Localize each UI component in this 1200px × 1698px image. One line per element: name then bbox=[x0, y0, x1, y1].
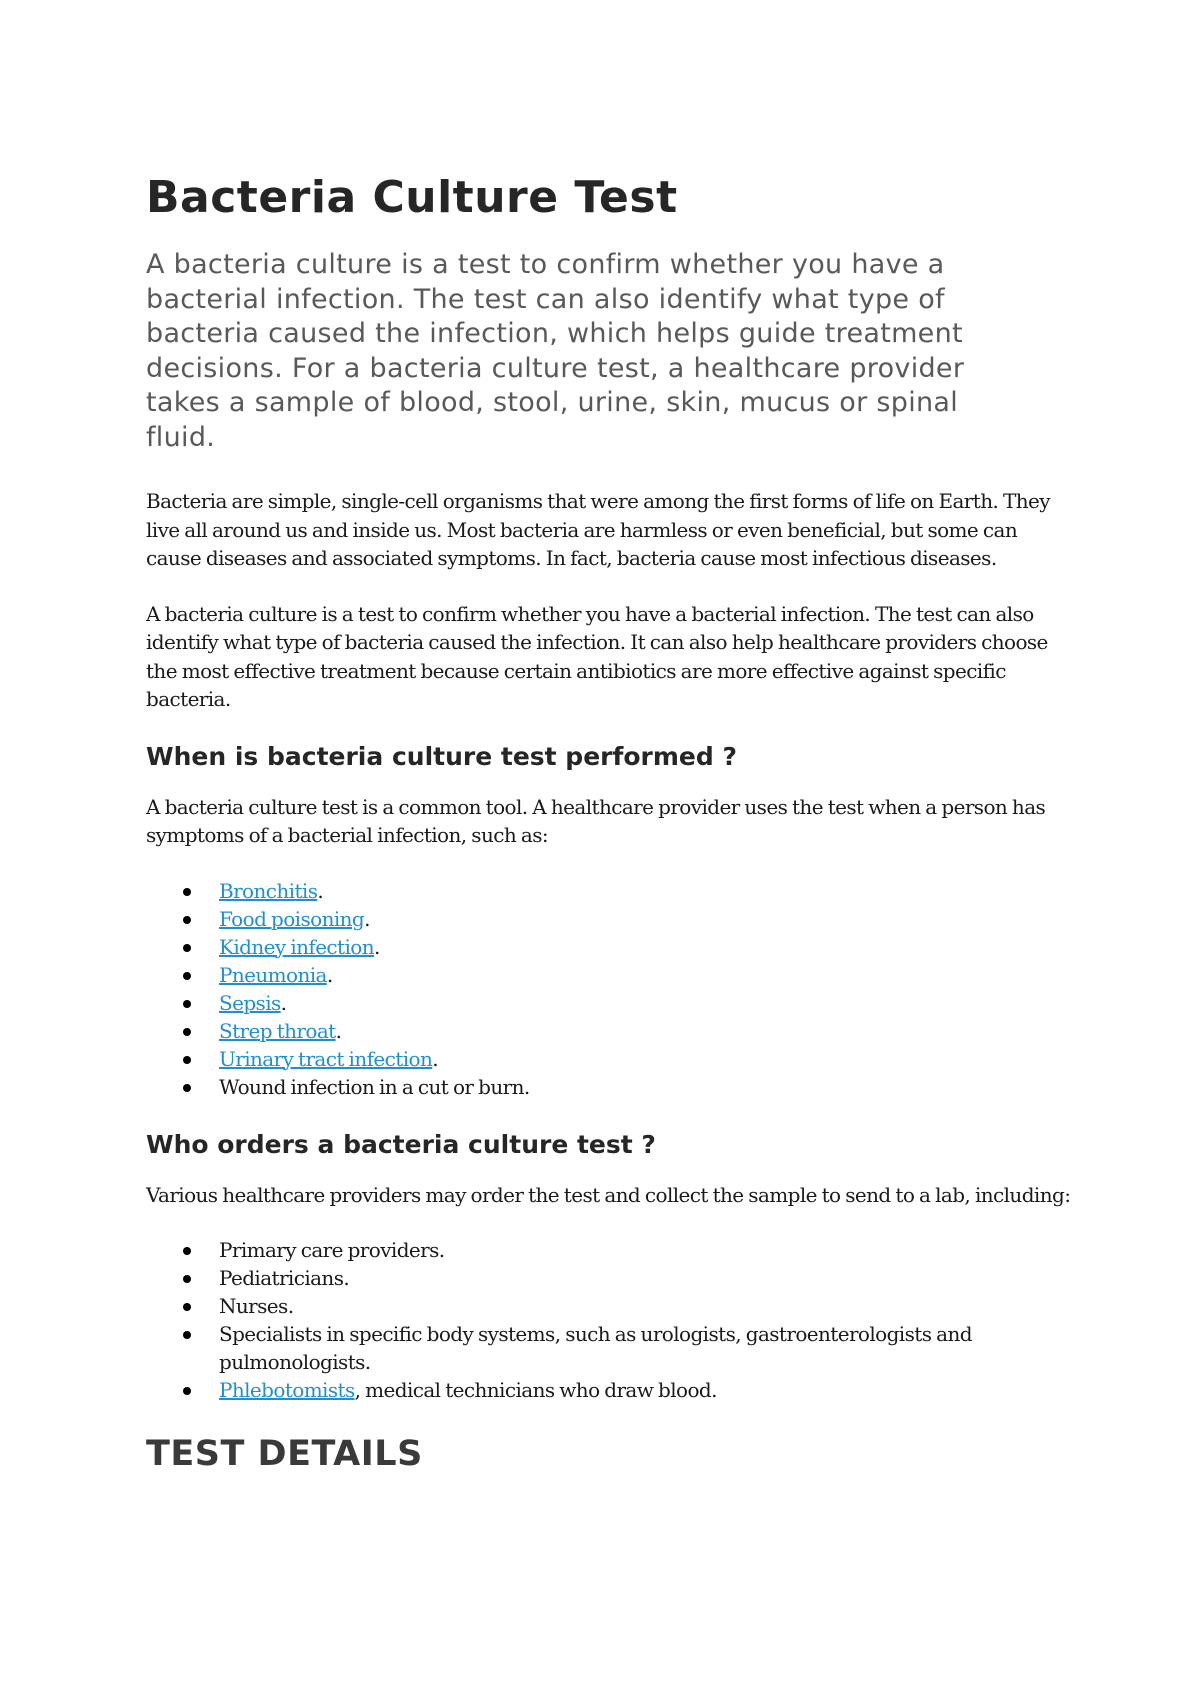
intro-paragraph-1: Bacteria are simple, single-cell organisms that were among the first forms of life on Earth. They live all around us and inside us. Most bacteria are harmless or even beneficial, but some can cause diseases and associated symptoms. In fact, bacteria cause most infectious diseases. bbox=[146, 489, 1050, 570]
link-phlebotomists[interactable]: Phlebotomists bbox=[219, 1378, 355, 1402]
bullet-icon bbox=[183, 1056, 191, 1064]
list-item: Urinary tract infection. bbox=[146, 1045, 1076, 1073]
link-pneumonia[interactable]: Pneumonia bbox=[219, 962, 327, 987]
providers-list bbox=[146, 1236, 1076, 1404]
bullet-icon bbox=[183, 1303, 191, 1311]
link-strep-throat[interactable]: Strep throat bbox=[219, 1018, 336, 1043]
link-bronchitis[interactable]: Bronchitis bbox=[219, 878, 318, 903]
link-urinary-tract-infection[interactable]: Urinary tract infection bbox=[219, 1046, 433, 1071]
bullet-icon bbox=[183, 1028, 191, 1036]
bullet-icon bbox=[183, 1000, 191, 1008]
document-page bbox=[146, 170, 1076, 1476]
section-who-text: Various healthcare providers may order the test and collect the sample to send to a lab, including: bbox=[146, 1182, 1071, 1207]
bullet-icon bbox=[183, 1387, 191, 1395]
list-item: Bronchitis. bbox=[146, 877, 1076, 905]
test-details-heading: TEST DETAILS bbox=[146, 1434, 423, 1474]
link-food-poisoning[interactable]: Food poisoning bbox=[219, 906, 365, 931]
list-item: Wound infection in a cut or burn. bbox=[146, 1073, 1076, 1101]
link-kidney-infection[interactable]: Kidney infection bbox=[219, 934, 374, 959]
list-item: Pneumonia. bbox=[146, 961, 1076, 989]
symptoms-list bbox=[146, 877, 1076, 1101]
bullet-icon bbox=[183, 888, 191, 896]
intro-paragraph-2: A bacteria culture is a test to confirm whether you have a bacterial infection. The test can also identify what type of bacteria caused the infection. It can also help healthcare providers choose the most effective treatment because certain antibiotics are more effective against specific bacteria. bbox=[146, 601, 1048, 711]
link-sepsis[interactable]: Sepsis bbox=[219, 990, 281, 1015]
list-item: Nurses. bbox=[146, 1292, 1076, 1320]
subtitle: A bacteria culture is a test to confirm whether you have a bacterial infection. The test can also identify what type of bacteria caused the infection, which helps guide treatment decisions. For a bacteria culture test, a healthcare provider takes a sample of blood, stool, urine, skin, mucus or spinal fluid. bbox=[146, 249, 965, 453]
list-item: Primary care providers. bbox=[146, 1236, 1076, 1264]
bullet-icon bbox=[183, 1247, 191, 1255]
section-who-heading: Who orders a bacteria culture test ? bbox=[146, 1129, 656, 1159]
bullet-icon bbox=[183, 1084, 191, 1092]
section-when-text: A bacteria culture test is a common tool. A healthcare provider uses the test when a person has symptoms of a bacterial infection, such as: bbox=[146, 794, 1046, 847]
list-item: Sepsis. bbox=[146, 989, 1076, 1017]
list-item: Kidney infection. bbox=[146, 933, 1076, 961]
list-item: Phlebotomists, medical technicians who draw blood. bbox=[146, 1376, 1076, 1404]
page-title: Bacteria Culture Test bbox=[146, 172, 678, 223]
section-when-heading: When is bacteria culture test performed ? bbox=[146, 741, 737, 771]
list-item: Food poisoning. bbox=[146, 905, 1076, 933]
list-item: Specialists in specific body systems, such as urologists, gastroenterologists and pulmonologists. bbox=[146, 1320, 1076, 1376]
bullet-icon bbox=[183, 944, 191, 952]
bullet-icon bbox=[183, 1331, 191, 1339]
list-item: Strep throat. bbox=[146, 1017, 1076, 1045]
bullet-icon bbox=[183, 916, 191, 924]
bullet-icon bbox=[183, 1275, 191, 1283]
list-item: Pediatricians. bbox=[146, 1264, 1076, 1292]
bullet-icon bbox=[183, 972, 191, 980]
